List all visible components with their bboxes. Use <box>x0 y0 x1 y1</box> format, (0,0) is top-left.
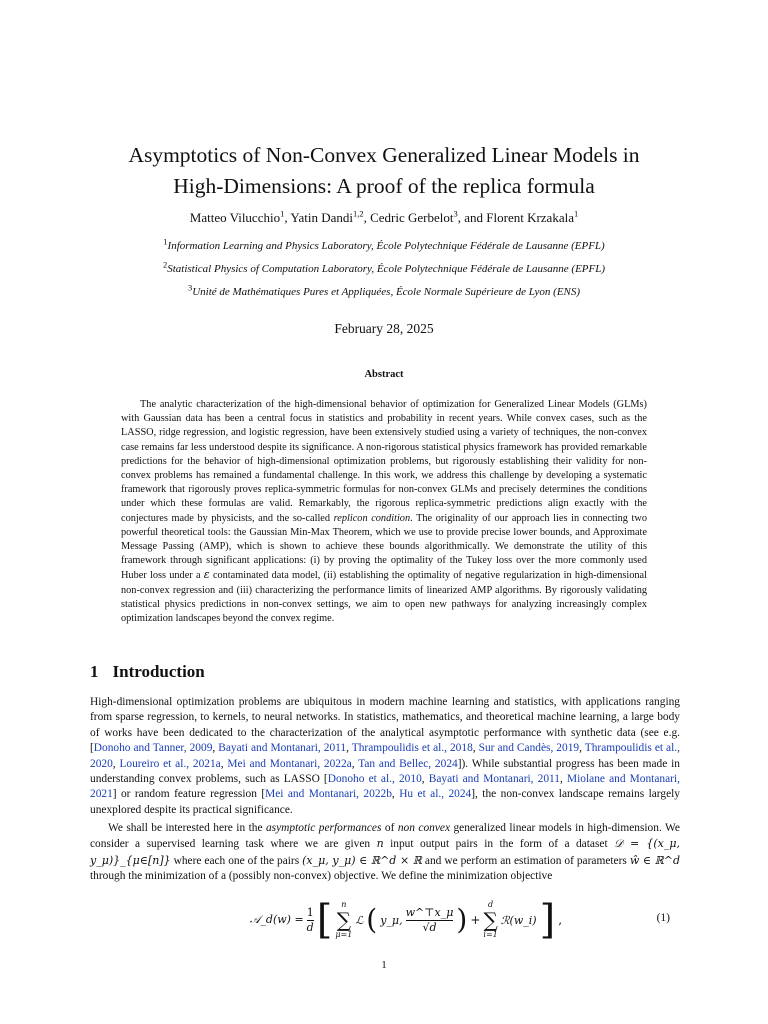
section-number: 1 <box>90 662 99 681</box>
intro-text: ], the non-convex landscape remains largely unexplored despite its practical significance. <box>90 788 680 816</box>
intro-text: and we perform an estimation of parameters <box>424 854 627 867</box>
citation-link[interactable]: Tan and Bellec, 2024 <box>358 757 458 770</box>
eq-fraction <box>307 906 314 935</box>
eq-tail: , <box>558 913 563 927</box>
citation-link[interactable]: Miolane and Montanari, 2021 <box>90 773 680 801</box>
citation-link[interactable]: Mei and Montanari, 2022a <box>227 757 352 770</box>
sum-top: d <box>488 900 494 909</box>
section-title: Introduction <box>112 662 205 681</box>
eq-loss-arg: y_μ, <box>380 913 403 927</box>
affiliation-sup: 2 <box>162 259 168 270</box>
abstract-emphasis: replicon condition <box>333 512 411 524</box>
citation-link[interactable]: Bayati and Montanari, 2011 <box>428 773 560 786</box>
emphasis: non convex <box>397 822 450 834</box>
sum-bottom: μ=1 <box>335 930 353 939</box>
separator: , <box>391 788 400 801</box>
title-line-1: Asymptotics of Non-Convex Generalized Linear Models in <box>128 143 640 167</box>
sum-bottom: i=1 <box>483 930 498 939</box>
left-bracket: [ <box>316 897 333 943</box>
abstract-text-2: . The originality of our approach lies in connecting two powerful theoretical tools: the Gaussian Min-Max Theorem, which we use to provide precise lower bounds, and Approximate Message Passing (AMP), which is shown to achieve these bounds algorithmically. We demonstrate the utility of this framework through significant applications: (i) by proving the optimality of the Tukey loss over the more commonly used Huber loss under a <box>121 512 647 582</box>
separator: , <box>560 773 567 786</box>
math-pair: (x_μ, y_μ) ∈ ℝ^d × ℝ <box>302 853 422 867</box>
eq-lhs: 𝒜_d(w) = <box>250 913 304 926</box>
citation-link[interactable]: Thrampoulidis et al., 2018 <box>351 742 473 755</box>
author-sup: 1 <box>280 208 285 219</box>
eq-frac-num: 1 <box>306 905 314 919</box>
eq-inner-num: w^⊤x_μ <box>405 905 454 919</box>
citation-link[interactable]: Bayati and Montanari, 2011 <box>218 742 347 755</box>
author-sup: 1 <box>573 208 579 219</box>
separator: , <box>472 742 479 755</box>
eq-frac-den: d <box>306 920 314 934</box>
eq-reg: ℛ(w_i) <box>500 913 537 927</box>
intro-text: High-dimensional optimization problems are ubiquitous in modern machine learning and statistics, with applications ranging from sparse regression, to kernels, to neural networks. In statistics, mathematics, and theoretical machine learning, a large body of works have been dedicated to the characterization of the analytical asymptotic performance with synthetic data (see e.g. [ <box>90 696 680 755</box>
author-sup: 1,2 <box>352 208 364 219</box>
intro-text: We shall be interested here in the <box>108 822 263 834</box>
intro-text: ]). While substantial progress has been made in understanding convex problems, such as LASSO [ <box>90 757 680 786</box>
author-list: Matteo Vilucchio$^1$, Yatin Dandi$^{1,2}$, Cedric Gerbelot$^3$, and Florent Krzakala$^1$ <box>189 208 579 225</box>
citation-link[interactable]: Donoho et al., 2010 <box>327 773 422 786</box>
equation-number: (1) <box>656 912 670 924</box>
intro-text: generalized linear models in high-dimension. We consider a supervised learning task where we are given <box>90 822 680 851</box>
intro-text: of <box>384 822 395 834</box>
intro-text: through the minimization of a (possibly non-convex) objective. We define the minimization objective <box>90 870 553 883</box>
title-line-2: High-Dimensions: A proof of the replica formula <box>173 174 595 198</box>
emphasis: asymptotic performances <box>265 822 382 834</box>
abstract-text-1: The analytic characterization of the high-dimensional behavior of optimization for Generalized Linear Models (GLMs) with Gaussian data has been a central focus in statistics and probability in recent years. While convex cases, such as the LASSO, ridge regression, and logistic regression, have been extensively studied using a variety of techniques, the non-convex case remains far less understood despite its significance. A non-rigorous statistical physics framework has provided remarkable predictions for the behavior of high-dimensional optimization problems, but rigorously establishing their validity for non-convex problems has remained a fundamental challenge. In this work, we address this challenge by developing a systematic framework that rigorously proves replica-symmetric formulas for non-convex GLMs and precisely determines the conditions under which these formulas are valid. Remarkably, the rigorous replica-symmetric predictions align exactly with the conjectures made by physicists, and the so-called <box>121 399 647 524</box>
eq-sum-1 <box>335 900 352 940</box>
equation-body <box>250 895 562 945</box>
math-n: n <box>376 837 384 851</box>
separator: , <box>212 742 219 755</box>
author-sup: 3 <box>453 208 458 219</box>
abstract-body <box>121 398 647 626</box>
abstract-text-3: contaminated data model, (ii) establishing the optimality of negative regularization in high-dimensional non-convex regression and (iii) characterizing the performance limits of linearized AMP algorithms. By rigorously validating statistical physics predictions in non-convex settings, we aim to open new pathways for analyzing increasingly complex optimization landscapes beyond the convex regime. <box>121 570 647 625</box>
affiliation-sup: 3 <box>187 282 193 293</box>
sigma-symbol: ∑ <box>336 908 351 932</box>
affiliation-3 <box>60 284 708 300</box>
abstract-heading: Abstract <box>364 369 404 380</box>
author-krzakala: and Florent Krzakala <box>464 210 574 225</box>
eq-plus: + <box>470 913 481 927</box>
equation-1 <box>90 895 680 945</box>
citation-link[interactable]: Hu et al., 2024 <box>399 788 472 801</box>
sum-top: n <box>341 900 347 909</box>
separator: , <box>220 757 228 770</box>
affiliation-sup: 1 <box>163 236 168 247</box>
affiliation-1 <box>60 238 708 254</box>
citation-link[interactable]: Sur and Candès, 2019 <box>478 742 580 755</box>
separator: , <box>351 757 359 770</box>
math-estimator: ŵ ∈ ℝ^d <box>629 853 681 867</box>
right-paren: ) <box>456 903 468 936</box>
affiliation-2 <box>60 261 708 277</box>
separator: , <box>112 757 120 770</box>
intro-text: input output pairs in the form of a dataset <box>390 838 608 851</box>
math-dataset: 𝒟 = {(x_μ, y_μ)}_{μ∈[n]} <box>90 837 680 867</box>
paper-title <box>60 140 708 202</box>
eq-sum-2 <box>483 900 497 940</box>
citation-link[interactable]: Loureiro et al., 2021a <box>119 757 221 770</box>
separator: , <box>346 742 352 755</box>
paper-date: February 28, 2025 <box>334 321 434 336</box>
citation-link[interactable]: Donoho and Tanner, 2009 <box>93 742 213 755</box>
intro-paragraph-1 <box>90 695 680 818</box>
intro-text: where each one of the pairs <box>173 854 300 867</box>
separator: , <box>421 773 429 786</box>
separator: , <box>579 742 585 755</box>
eq-inner-fraction <box>406 906 454 935</box>
eq-inner-den: √d <box>422 920 437 934</box>
affiliation-text: Statistical Physics of Computation Laboratory, École Polytechnique Fédérale de Lausanne (EPFL) <box>167 263 606 275</box>
eq-loss: ℒ <box>355 913 364 927</box>
author-gerbelot: Cedric Gerbelot <box>370 210 454 225</box>
affiliation-text: Information Learning and Physics Laboratory, École Polytechnique Fédérale de Lausanne (EPFL) <box>167 240 605 252</box>
citation-link[interactable]: Mei and Montanari, 2022b <box>265 788 392 801</box>
right-bracket: ] <box>539 897 556 943</box>
citation-link[interactable]: Thrampoulidis et al., 2020 <box>90 742 680 770</box>
section-heading <box>90 662 205 682</box>
intro-paragraph-2 <box>90 821 680 885</box>
author-dandi: Yatin Dandi <box>290 210 353 225</box>
page-number: 1 <box>381 959 387 971</box>
author-vilucchio: Matteo Vilucchio <box>189 210 281 225</box>
epsilon-symbol: ε <box>203 568 210 582</box>
intro-text: ] or random feature regression [ <box>112 788 266 801</box>
affiliation-text: Unité de Mathématiques Pures et Appliquées, École Normale Supérieure de Lyon (ENS) <box>192 286 581 298</box>
left-paren: ( <box>366 903 378 936</box>
sigma-symbol: ∑ <box>483 908 498 932</box>
